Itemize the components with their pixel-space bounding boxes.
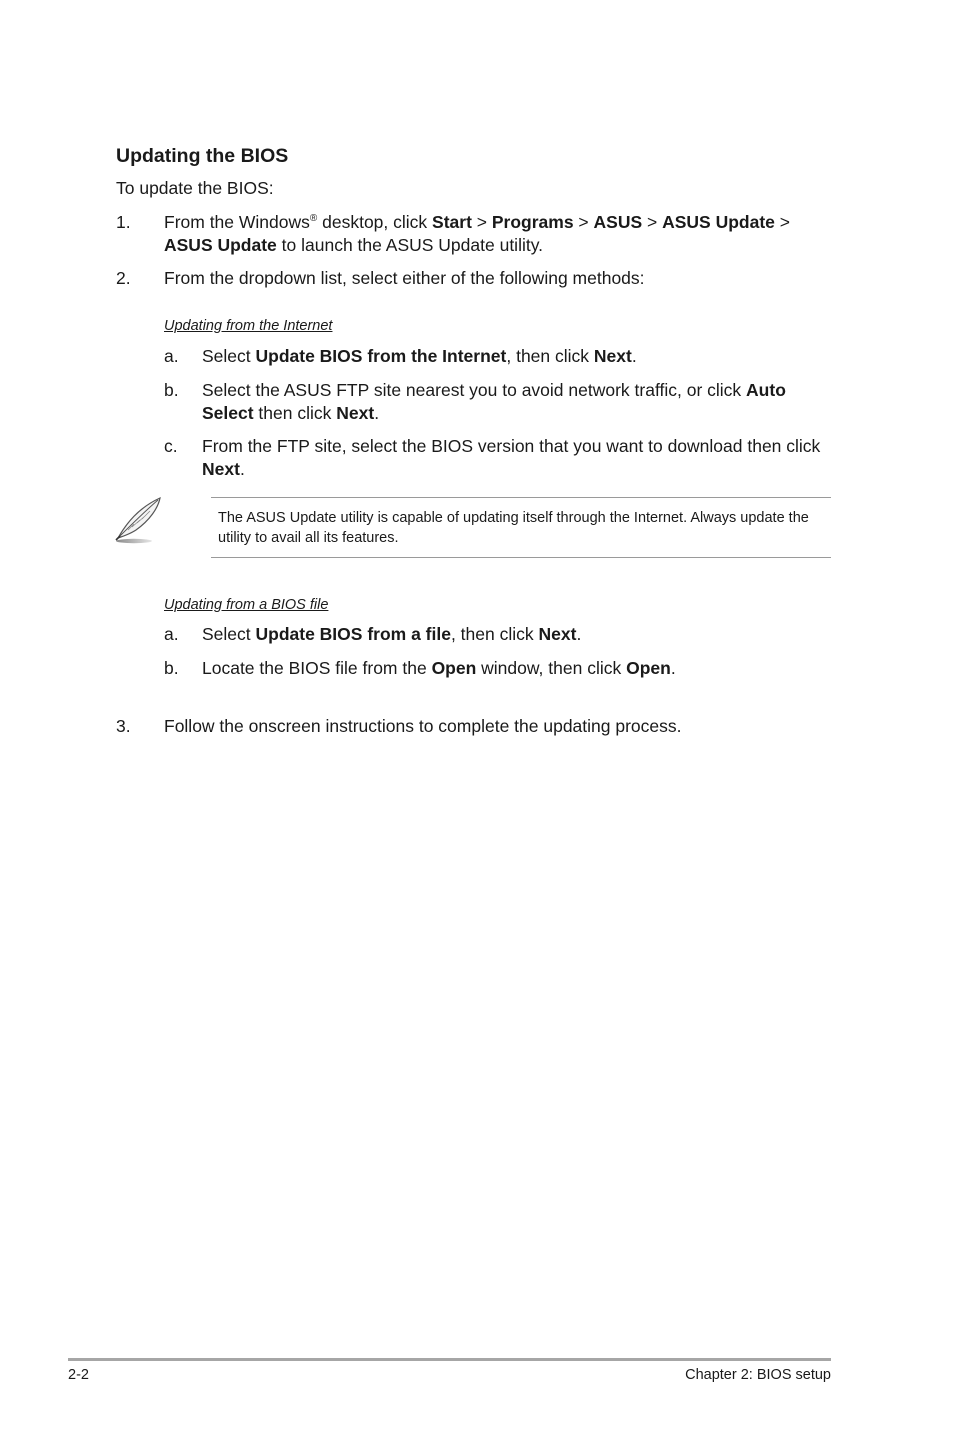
note-bottom-rule — [211, 557, 831, 558]
file-b-label: b. — [164, 658, 179, 678]
step-1-line-2: ASUS Update to launch the ASUS Update utility. — [164, 235, 544, 255]
intro-text: To update the BIOS: — [116, 178, 274, 198]
internet-c-line-2: Next. — [202, 459, 245, 479]
step-2-number: 2. — [116, 268, 131, 288]
file-b-text: Locate the BIOS file from the Open window, then click Open. — [202, 658, 676, 678]
step-2-text: From the dropdown list, select either of the following methods: — [164, 268, 645, 288]
internet-a-label: a. — [164, 346, 179, 366]
note-top-rule — [211, 497, 831, 498]
step-3-text: Follow the onscreen instructions to complete the updating process. — [164, 716, 682, 736]
file-a-label: a. — [164, 624, 179, 644]
step-1-line-1: From the Windows® desktop, click Start > Programs > ASUS > ASUS Update > — [164, 212, 790, 232]
step-3-number: 3. — [116, 716, 131, 736]
internet-subheading: Updating from the Internet — [164, 318, 333, 334]
section-title: Updating the BIOS — [116, 145, 289, 167]
internet-c-label: c. — [164, 436, 178, 456]
internet-b-line-2: Select then click Next. — [202, 403, 380, 423]
internet-b-line-1: Select the ASUS FTP site nearest you to avoid network traffic, or click Auto — [202, 380, 786, 400]
internet-b-label: b. — [164, 380, 179, 400]
note-text: The ASUS Update utility is capable of updating itself through the Internet. Always update the utility to avail all its features. — [218, 510, 809, 546]
file-subheading: Updating from a BIOS file — [164, 597, 329, 613]
internet-c-line-1: From the FTP site, select the BIOS version that you want to download then click — [202, 436, 821, 456]
chapter-title: Chapter 2: BIOS setup — [685, 1367, 831, 1383]
footer-rule — [68, 1358, 831, 1361]
page-number: 2-2 — [68, 1367, 89, 1383]
feather-pen-icon — [112, 494, 168, 546]
internet-a-text: Select Update BIOS from the Internet, then click Next. — [202, 346, 637, 366]
step-1-number: 1. — [116, 212, 131, 232]
file-a-text: Select Update BIOS from a file, then click Next. — [202, 624, 582, 644]
